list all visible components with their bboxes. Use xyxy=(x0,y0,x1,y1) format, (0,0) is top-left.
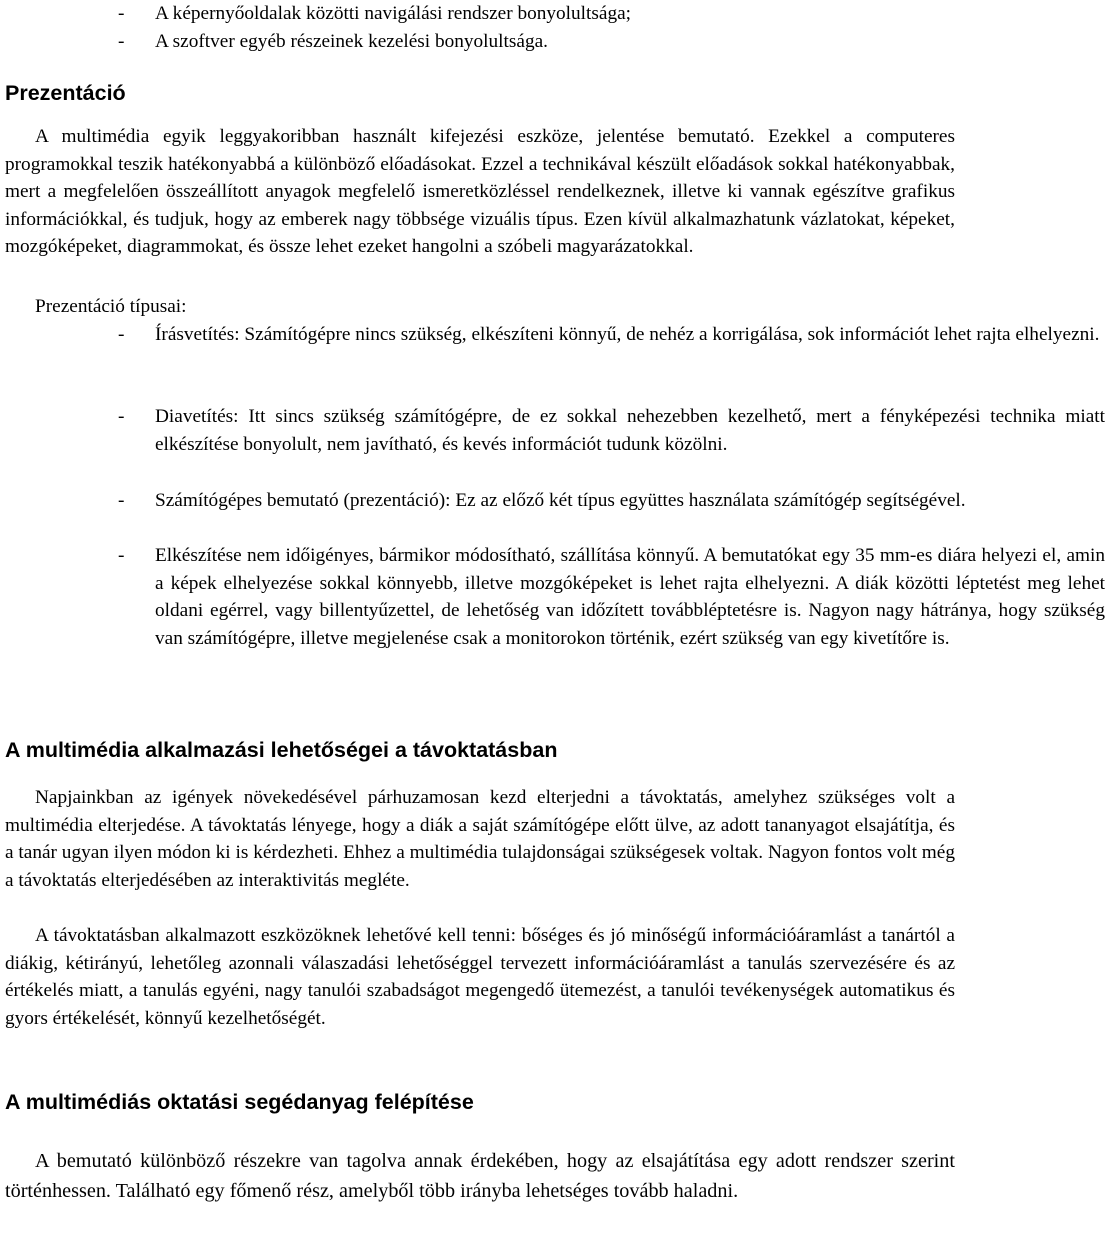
list-item xyxy=(5,321,1105,349)
list-item xyxy=(5,0,955,28)
paragraph-tavoktatas-2: A távoktatásban alkalmazott eszközöknek lehetővé kell tenni: bőséges és jó minőségű információáramlást a tanártól a diákig, kétirányú, lehetőleg azonnali válaszadási lehetőséggel tervezett információáramlást a tanulás szervezésére és az értékelés miatt, a tanulás egyéni, nagy tanulói szabadságot megengedő ütemezést, a tanulói tevékenységek automatikus és gyors értékelését, könnyű kezelhetőségét. xyxy=(5,925,955,1029)
list-dash: - xyxy=(118,545,125,566)
list-dash: - xyxy=(118,490,125,511)
paragraph-segedanyag: A bemutató különböző részekre van tagolva annak érdekében, hogy az elsajátítása egy adott rendszer szerint történhessen. Található egy főmenő rész, amelyből több irányba lehetséges tovább haladni. xyxy=(5,1150,955,1202)
list-item-text: Diavetítés: Itt sincs szükség számítógépre, de ez sokkal nehezebben kezelhető, mert a fényképezési technika miatt elkészítése bonyolult, nem javítható, és kevés információt tudunk közölni. xyxy=(155,406,1105,455)
paragraph-tavoktatas-1: Napjainkban az igények növekedésével párhuzamosan kezd elterjedni a távoktatás, amelyhez szükséges volt a multimédia elterjedése. A távoktatás lényege, hogy a diák a saját számítógépe előtt ülve, az adott tananyagot elsajátítja, és a tanár ugyan ilyen módon ki is kérdezheti. Ehhez a multimédia tulajdonságai szükségesek voltak. Nagyon fontos volt még a távoktatás elterjedésében az interaktivitás megléte. xyxy=(5,787,955,891)
list-dash: - xyxy=(118,3,125,24)
list-item xyxy=(5,28,955,56)
top-list xyxy=(5,0,955,55)
list-dash: - xyxy=(118,30,125,52)
list-item xyxy=(5,542,1105,652)
list-item-text: Elkészítése nem időigényes, bármikor módosítható, szállítása könnyű. A bemutatókat egy 35 mm-es diára helyezi el, amin a képek elhelyezése sokkal könnyebb, illetve mozgóképeket is lehet rajta elhelyezni. A diák közötti léptetést meg lehet oldani egérrel, vagy billentyűzettel, de lehetőség van időzített továbbléptetésre is. Nagyon nagy hátránya, hogy szükség van számítógépre, illetve megjelenése csak a monitorokon történik, ezért szükség van egy kivetítőre is. xyxy=(155,545,1105,649)
list-item-text: Számítógépes bemutató (prezentáció): Ez az előző két típus együttes használata számítógép segítségével. xyxy=(155,490,966,511)
paragraph-prezentacio: A multimédia egyik leggyakoribban használt kifejezési eszköze, jelentése bemutató. Ezekkel a computeres programokkal teszik hatékonyabbá a különböző előadásokat. Ezzel a technikával készült előadások sokkal hatékonyabbak, mert a megfelelően összeállított anyagok megfelelő ismeretközléssel rendelkeznek, illetve ki vannak egészítve grafikus információkkal, és tudjuk, hogy az emberek nagy többsége vizuális típus. Ezen kívül alkalmazhatunk vázlatokat, képeket, mozgóképeket, diagrammokat, és össze lehet ezeket hangolni a szóbeli magyarázatokkal. xyxy=(5,126,955,258)
list-dash: - xyxy=(118,324,125,345)
section-heading-prezentacio: Prezentáció xyxy=(5,81,126,105)
list-item xyxy=(5,487,1105,515)
list-item-text: Írásvetítés: Számítógépre nincs szükség, elkészíteni könnyű, de nehéz a korrigálása, sok információt lehet rajta elhelyezni. xyxy=(155,324,1100,345)
types-label: Prezentáció típusai: xyxy=(35,296,187,317)
list-dash: - xyxy=(118,406,125,427)
list-item-text: A szoftver egyéb részeinek kezelési bonyolultsága. xyxy=(155,30,548,52)
section-heading-segedanyag: A multimédiás oktatási segédanyag felépítése xyxy=(5,1090,474,1114)
list-item-text: A képernyőoldalak közötti navigálási rendszer bonyolultsága; xyxy=(155,3,632,24)
section-heading-tavoktatas: A multimédia alkalmazási lehetőségei a távoktatásban xyxy=(5,738,558,762)
list-item xyxy=(5,403,1105,458)
